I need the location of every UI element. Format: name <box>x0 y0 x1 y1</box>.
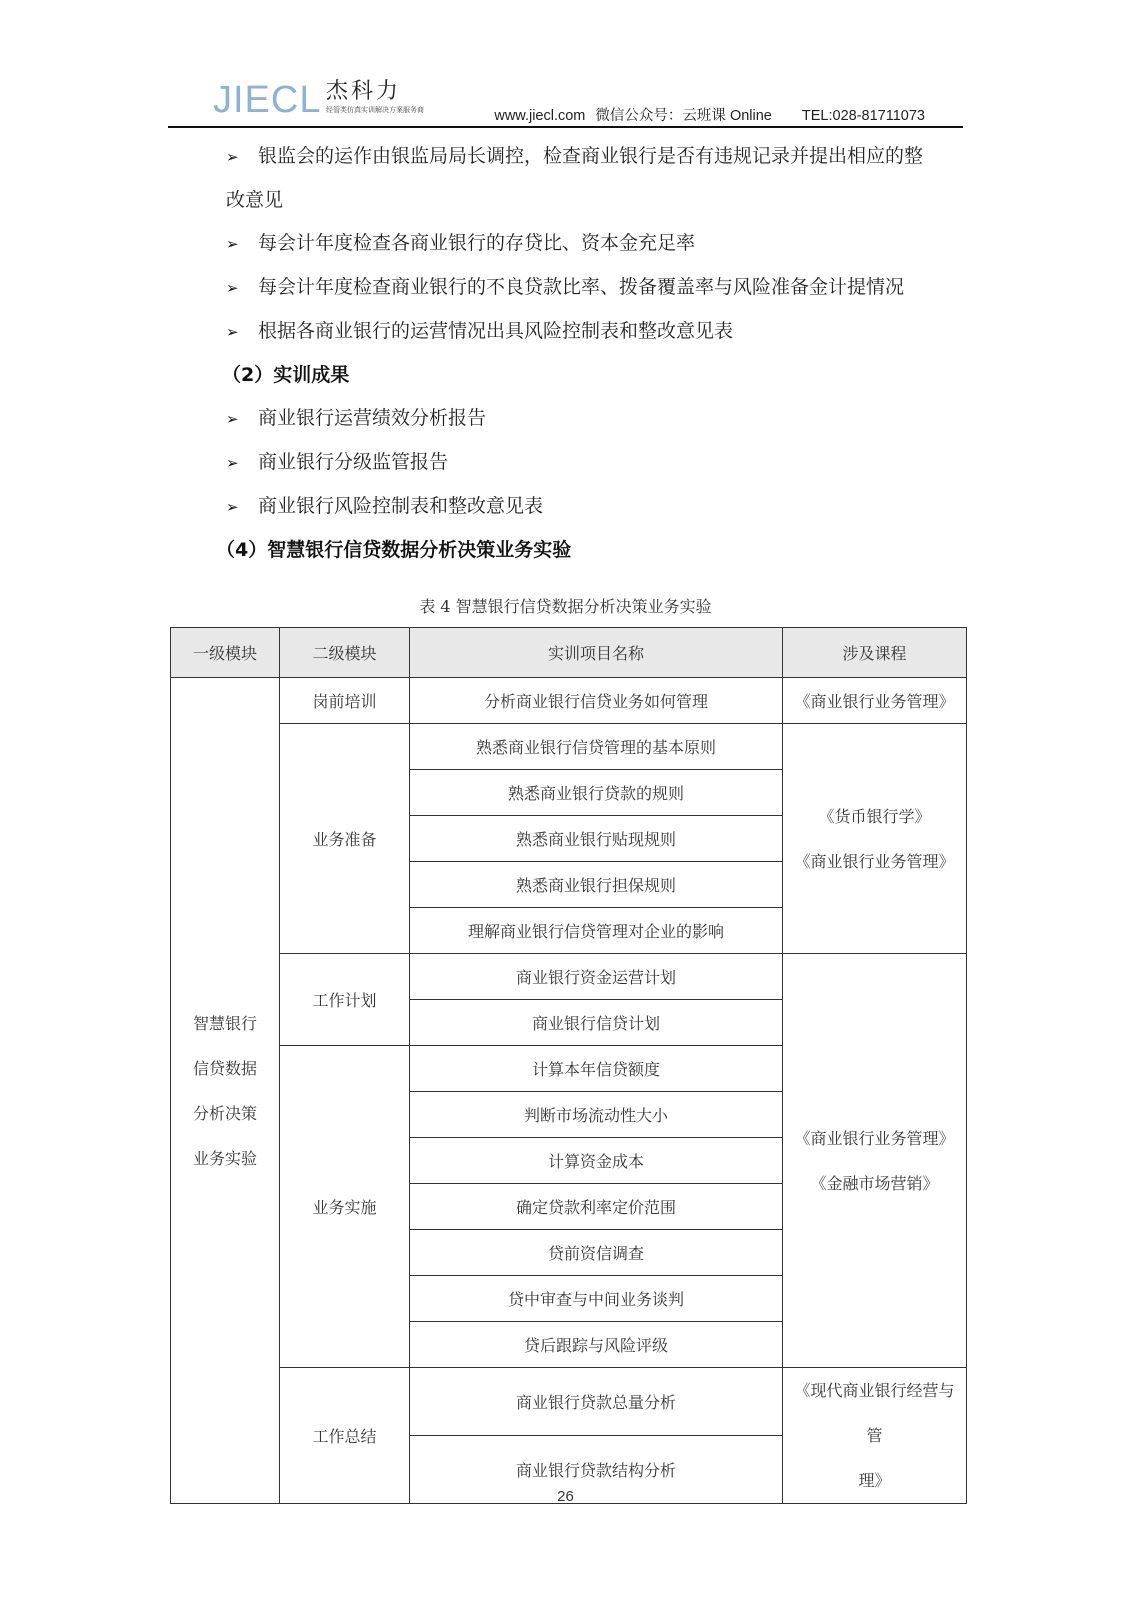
course-cell <box>783 1368 967 1504</box>
item-cell: 商业银行信贷计划 <box>410 1000 783 1046</box>
list-item-text: 银监会的运作由银监局局长调控，检查商业银行是否有违规记录并提出相应的整 <box>258 145 924 167</box>
item-cell: 贷前资信调查 <box>410 1230 783 1276</box>
section-heading: （4）智慧银行信贷数据分析决策业务实验 <box>216 539 572 561</box>
table-row <box>171 678 967 724</box>
list-item-text: 每会计年度检查各商业银行的存贷比、资本金充足率 <box>258 232 696 254</box>
logo-jiecl: JIECL <box>213 79 322 121</box>
page-number: 26 <box>557 1488 574 1505</box>
item-cell: 计算本年信贷额度 <box>410 1046 783 1092</box>
list-item-text: 每会计年度检查商业银行的不良贷款比率、拨备覆盖率与风险准备金计提情况 <box>258 276 905 298</box>
item-cell: 熟悉商业银行信贷管理的基本原则 <box>410 724 783 770</box>
phone-number: TEL:028-81711073 <box>801 108 925 124</box>
header-cell: 涉及课程 <box>783 628 967 678</box>
curriculum-table <box>170 627 967 1504</box>
logo-tagline: 经管类仿真实训解决方案服务商 <box>326 106 424 114</box>
logo-chinese-name: 杰科力 <box>326 79 402 104</box>
list-item <box>226 404 486 433</box>
level1-line: 分析决策 <box>192 1103 257 1123</box>
item-cell: 分析商业银行信贷业务如何管理 <box>410 678 783 724</box>
course-line: 《货币银行学》 <box>818 806 931 826</box>
list-item <box>226 492 543 521</box>
website-link[interactable]: www.jiecl.com <box>494 108 586 124</box>
level2-module-cell: 业务准备 <box>280 724 410 954</box>
header-contact <box>488 104 925 125</box>
item-cell: 贷后跟踪与风险评级 <box>410 1322 783 1368</box>
level2-module-cell: 岗前培训 <box>280 678 410 724</box>
list-item <box>226 229 695 258</box>
course-line: 《商业银行业务管理》 <box>794 1128 955 1148</box>
table-row <box>171 954 967 1000</box>
header-cell: 二级模块 <box>280 628 410 678</box>
section-heading-results: （2）实训成果 <box>222 364 350 386</box>
level1-line: 信贷数据 <box>192 1058 257 1078</box>
item-cell: 计算资金成本 <box>410 1138 783 1184</box>
arrow-bullet-icon: ➢ <box>226 235 239 253</box>
list-item-text: 根据各商业银行的运营情况出具风险控制表和整改意见表 <box>258 320 734 342</box>
arrow-bullet-icon: ➢ <box>226 279 239 297</box>
table-row <box>171 724 967 770</box>
item-cell: 熟悉商业银行贷款的规则 <box>410 770 783 816</box>
list-item-text: 商业银行风险控制表和整改意见表 <box>258 495 544 517</box>
course-cell <box>783 724 967 954</box>
list-item-text: 商业银行运营绩效分析报告 <box>258 407 487 429</box>
item-cell: 商业银行贷款总量分析 <box>410 1368 783 1436</box>
list-item-continuation: 改意见 <box>226 189 284 211</box>
table-caption: 表 4 智慧银行信贷数据分析决策业务实验 <box>419 597 712 616</box>
header-cell: 实训项目名称 <box>410 628 783 678</box>
level2-module-cell: 业务实施 <box>280 1046 410 1368</box>
list-item <box>226 273 904 302</box>
item-cell: 理解商业银行信贷管理对企业的影响 <box>410 908 783 954</box>
wechat-info: 微信公众号：云班课 Online <box>595 108 772 124</box>
level1-module-cell <box>171 678 280 1504</box>
item-cell: 商业银行贷款结构分析 <box>410 1436 783 1504</box>
course-cell <box>783 954 967 1368</box>
item-cell: 熟悉商业银行担保规则 <box>410 862 783 908</box>
page-header <box>168 68 963 128</box>
arrow-bullet-icon: ➢ <box>226 323 239 341</box>
list-item <box>226 317 733 346</box>
item-cell: 贷中审查与中间业务谈判 <box>410 1276 783 1322</box>
course-line: 理》 <box>858 1471 891 1490</box>
level2-module-cell: 工作计划 <box>280 954 410 1046</box>
course-line: 《商业银行业务管理》 <box>794 851 955 871</box>
level1-line: 业务实验 <box>192 1148 257 1168</box>
level2-module-cell: 工作总结 <box>280 1368 410 1504</box>
list-item-text: 商业银行分级监管报告 <box>258 451 449 473</box>
arrow-bullet-icon: ➢ <box>226 498 239 516</box>
course-line: 《现代商业银行经营与管 <box>794 1381 955 1445</box>
table-header-row <box>171 628 967 678</box>
list-item <box>226 448 448 477</box>
course-cell: 《商业银行业务管理》 <box>783 678 967 724</box>
list-item <box>226 142 923 171</box>
item-cell: 商业银行资金运营计划 <box>410 954 783 1000</box>
arrow-bullet-icon: ➢ <box>226 454 239 472</box>
course-line: 《金融市场营销》 <box>810 1173 939 1193</box>
item-cell: 确定贷款利率定价范围 <box>410 1184 783 1230</box>
table-row <box>171 1368 967 1436</box>
arrow-bullet-icon: ➢ <box>226 410 239 428</box>
item-cell: 判断市场流动性大小 <box>410 1092 783 1138</box>
arrow-bullet-icon: ➢ <box>226 148 239 166</box>
item-cell: 熟悉商业银行贴现规则 <box>410 816 783 862</box>
level1-line: 智慧银行 <box>192 1013 257 1033</box>
header-cell: 一级模块 <box>171 628 280 678</box>
